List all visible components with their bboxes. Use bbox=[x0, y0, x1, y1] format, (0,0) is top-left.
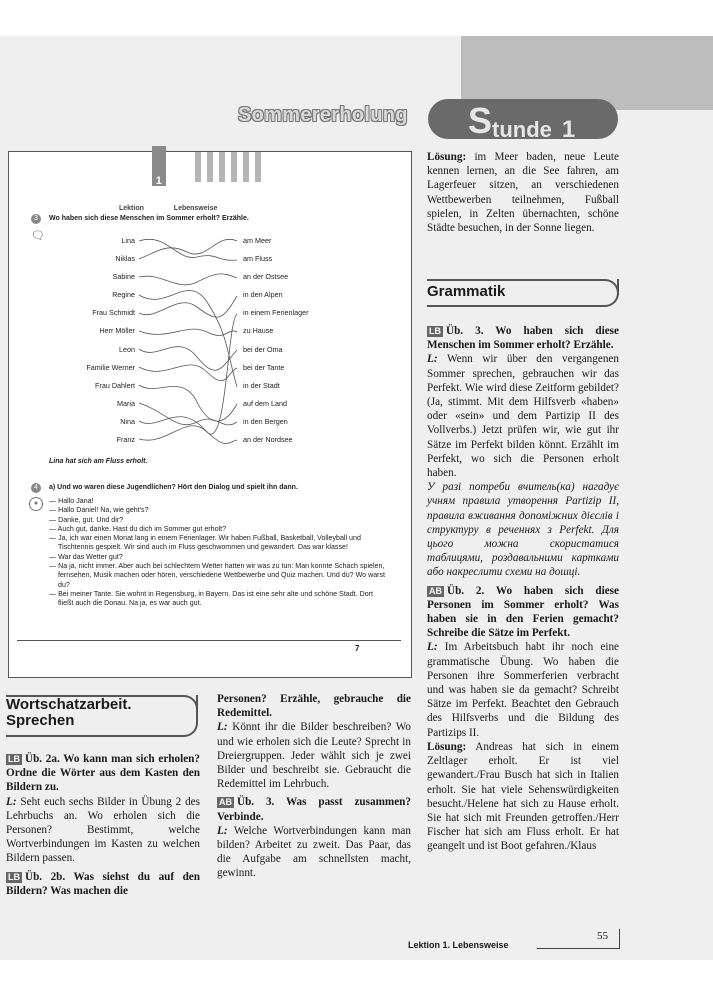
place-item: bei der Oma bbox=[243, 344, 283, 354]
name-item: Maria bbox=[117, 398, 135, 408]
left-column bbox=[6, 752, 200, 898]
teacher-label: L: bbox=[6, 795, 17, 808]
teacher-label: L: bbox=[427, 641, 438, 654]
lb-badge: LB bbox=[8, 754, 20, 764]
dialog-line: — Hallo Jana! bbox=[49, 497, 94, 505]
right-column-top bbox=[427, 150, 619, 235]
page-number: 55 bbox=[597, 930, 608, 942]
dialog bbox=[49, 497, 389, 609]
places-column bbox=[243, 232, 343, 449]
ab-exercise-2-text: Im Arbeitsbuch habt ihr noch eine grammatische Übung. Wo haben die Personen ihre Sommerferien verbracht und was haben sie da gemacht? Schreibt Sätze im Perfekt. Beachtet den Gebrauch des Hilfsverbs und die Bildung des Partizips II. bbox=[427, 641, 620, 739]
lesson-title bbox=[468, 100, 576, 146]
name-item: Frau Dahlert bbox=[95, 380, 135, 390]
matching-lines bbox=[137, 232, 241, 452]
place-item: in einem Ferienlager bbox=[243, 308, 309, 318]
example-sentence: Lina hat sich am Fluss erholt. bbox=[49, 458, 148, 465]
exercise-number-icon: 3 bbox=[31, 214, 41, 224]
inset-footer-rule bbox=[17, 640, 401, 641]
place-item: am Meer bbox=[243, 236, 272, 245]
dialog-line: — Danke, gut. Und dir? bbox=[49, 515, 124, 524]
exercise-2b-heading: Üb. 2b. Was siehst du auf den Bildern? Was machen die bbox=[6, 870, 200, 897]
teacher-label: L: bbox=[217, 721, 228, 734]
exercise-2a-heading: Üb. 2a. Wo kann man sich erholen? Ordne die Wörter aus dem Kasten den Bildern zu. bbox=[6, 753, 200, 794]
place-item: in den Bergen bbox=[243, 416, 288, 426]
footer-vertical-rule bbox=[619, 929, 620, 949]
exercise-number-icon: 4 bbox=[31, 483, 41, 493]
lesson-word: tunde bbox=[492, 117, 552, 142]
right-column bbox=[427, 324, 619, 854]
place-item: in den Alpen bbox=[243, 290, 283, 300]
name-item: Franz bbox=[116, 435, 135, 445]
exercise-3-title: Wo haben sich diese Menschen im Sommer erholt? Erzähle. bbox=[49, 215, 249, 222]
name-item: Regine bbox=[112, 290, 135, 300]
place-item: an der Nordsee bbox=[243, 435, 293, 445]
lb-exercise-3-heading: Üb. 3. Wo haben sich diese Menschen im Sommer erholt? Erzähle. bbox=[427, 325, 619, 352]
audio-icon: ● bbox=[29, 497, 43, 511]
name-item: Frau Schmidt bbox=[92, 308, 135, 318]
name-item: Sabine bbox=[112, 272, 135, 282]
dialog-line: — Na ja, nicht immer. Aber auch bei schlechtem Wetter hatten wir was zu tun: Man konnte Schach spielen, fernsehen, Musik machen oder hören, verschiedene Wettbewerbe und Quiz machen. Und du? Wo warst du? bbox=[49, 562, 386, 589]
inset-header bbox=[119, 172, 217, 212]
inset-page-number: 7 bbox=[355, 644, 360, 653]
place-item: an der Ostsee bbox=[243, 272, 289, 282]
ab-badge: AB bbox=[429, 585, 442, 596]
lb-badge: LB bbox=[429, 326, 441, 336]
ab-exercise-2-solution: Andreas hat sich in einem Zeltlager erholt. Er ist viel gewandert./Frau Busch hat sich in Italien erholt. Sie hat viele Sehenswürdigkeiten besucht./Helene hat sich zu Hause erholt. Sie hat sich mit Freunden getroffen./Herr Fischer hat sich am Fluss erholt. Er hat geangelt und ist Boot gefahren./Klaus bbox=[427, 740, 619, 853]
inset-theme: Lebensweise bbox=[173, 205, 218, 212]
name-item: Familie Werner bbox=[86, 362, 135, 372]
name-item: Herr Möller bbox=[99, 326, 135, 336]
name-item: Leon bbox=[119, 344, 135, 354]
inset-lektion-number: 1 bbox=[152, 146, 166, 186]
footer-rule bbox=[537, 948, 620, 949]
teacher-label: L: bbox=[217, 824, 228, 837]
dialog-line: — Auch gut, danke. Hast du dich im Sommer gut erholt? bbox=[49, 524, 227, 533]
names-column bbox=[49, 232, 135, 449]
ab-exercise-2-heading: Üb. 2. Wo haben sich diese Personen im Sommer erholt? Was haben sie in den Ferien gemacht? Schreibe die Sätze im Perfekt. bbox=[427, 584, 619, 640]
lesson-initial: S bbox=[468, 100, 493, 141]
section-grammatik: Grammatik bbox=[427, 279, 619, 307]
dialog-line: — War das Wetter gut? bbox=[49, 552, 123, 561]
name-item: Lina bbox=[121, 236, 135, 245]
place-item: am Fluss bbox=[243, 254, 273, 264]
ab-badge: AB bbox=[219, 797, 232, 808]
ab-exercise-3-heading: Üb. 3. Was passt zusammen? Verbinde. bbox=[217, 796, 411, 823]
dialog-line: — Bei meiner Tante. Sie wohnt in Regensburg, in Bayern. Das ist eine sehr alte und schöne Stadt. Dort fließt auch die Donau. Na ja, es war auch gut. bbox=[49, 589, 373, 608]
dialog-line: — Hallo Daniel! Na, wie geht's? bbox=[49, 506, 149, 515]
middle-column bbox=[217, 692, 411, 881]
lesson-number: 1 bbox=[561, 116, 576, 143]
place-item: zu Hause bbox=[243, 326, 274, 336]
solution-text: im Meer baden, neue Leute kennen lernen, an die See fahren, am Lagerfeuer sitzen, an verschiedenen Wettbewerben teilnehmen, Fußball spielen, in Zelten übernachten, schöne Städte besuchen, in der Sonne liegen. bbox=[427, 151, 619, 235]
place-item: auf dem Land bbox=[243, 398, 287, 408]
exercise-2b-heading-cont: Personen? Erzähle, gebrauche die Redemittel. bbox=[217, 693, 411, 720]
exercise-2a-text: Seht euch sechs Bilder in Übung 2 des Lehrbuchs an. Wo erholen sich die Personen? Bestimmt, welche Wortverbindungen im Kasten zu welchen Bildern passen. bbox=[6, 795, 200, 865]
solution-label: Lösung: bbox=[427, 151, 467, 163]
teacher-label: L: bbox=[427, 353, 438, 366]
lb-badge: LB bbox=[8, 871, 20, 882]
topic-title: Sommererholung bbox=[238, 104, 408, 126]
solution-label: Lösung: bbox=[427, 740, 467, 753]
ukrainian-note: У разі потреби вчитель(ка) нагадує учням правила утворення Partizip II, правила вживання допоміжних дієслів і структуру в реченнях з Perfekt. Для цього можна скористатися таблицями, роздавальними картками або накреслити схеми на дошці. bbox=[427, 481, 619, 579]
textbook-page-image bbox=[8, 151, 412, 678]
lb-exercise-3-text: Wenn wir über den vergangenen Sommer sprechen, gebrauchen wir das Perfekt. Wie wird diese Zeitform gebildet? (Ja, stimmt. Mit dem Hilfsverb «haben» oder «sein» und dem Partizip II des Vollverbs.) Jetzt prüfen wir, wie gut ihr Sätze im Perfekt bilden könnt. Erzählt im Perfekt, wo sich die Personen erholt haben. bbox=[427, 353, 619, 480]
place-item: in der Stadt bbox=[243, 380, 280, 390]
inset-lektion-label: Lektion bbox=[119, 205, 144, 212]
name-item: Niklas bbox=[115, 254, 135, 264]
ab-exercise-3-text: Welche Wortverbindungen kann man bilden? Arbeitet zu zweit. Das Paar, das die Aufgabe am schnellsten macht, gewinnt. bbox=[217, 824, 411, 880]
name-item: Nina bbox=[120, 416, 135, 426]
section-wortschatzarbeit: Wortschatzarbeit. Sprechen bbox=[6, 695, 198, 737]
footer-text: Lektion 1. Lebensweise bbox=[408, 940, 509, 950]
dialog-line: — Ja, ich war einen Monat lang in einem Ferienlager. Wir haben Fußball, Basketball, Volleyball und Tischtennis gespielt. Wir sind auch im Fluss geschwommen und gewandert. Das war klasse! bbox=[49, 534, 361, 552]
exercise-2b-text: Könnt ihr die Bilder beschreiben? Wo und wie erholen sich die Leute? Sprecht in Dreiergruppen. Jeder wählt sich je zwei Bilder und beschreibt sie. Gebraucht die Redemittel im Lehrbuch. bbox=[217, 721, 411, 791]
speech-icon: 🗨 bbox=[31, 230, 45, 242]
exercise-4-title: a) Und wo waren diese Jugendlichen? Hört den Dialog und spielt ihn dann. bbox=[49, 484, 298, 491]
place-item: bei der Tante bbox=[243, 362, 285, 372]
